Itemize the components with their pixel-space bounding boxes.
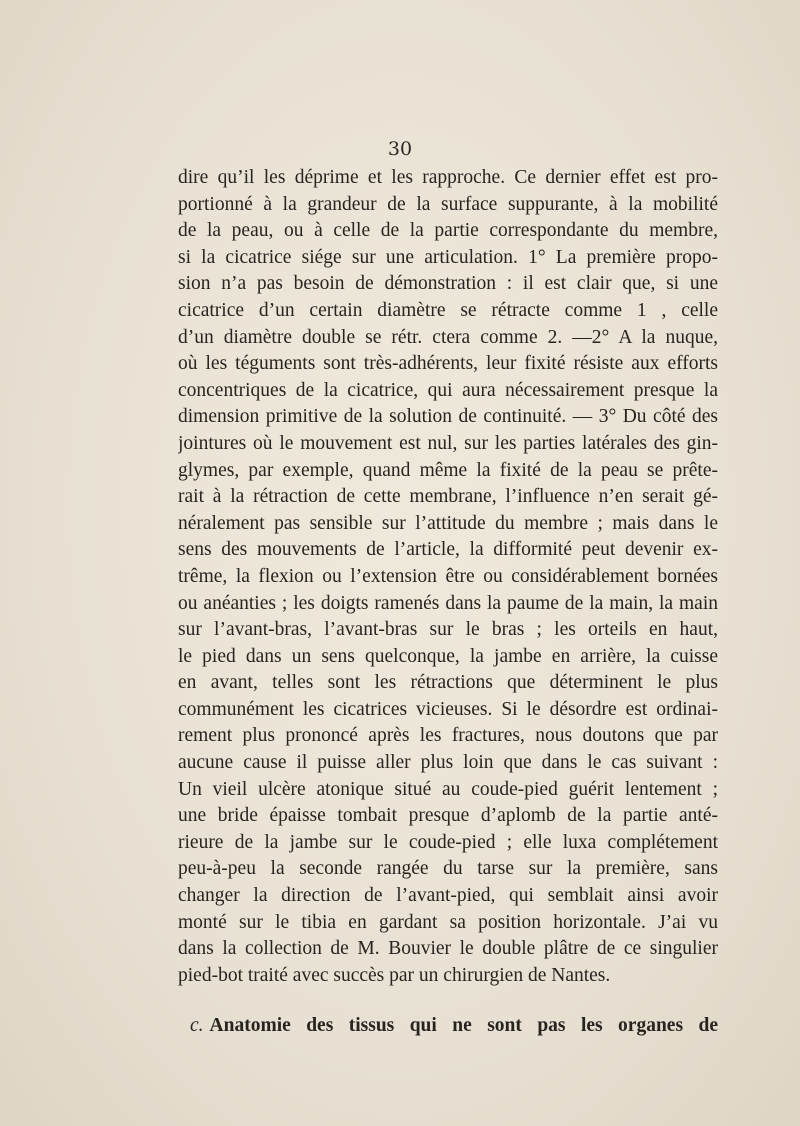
text-line: Un vieil ulcère atonique situé au coude-pied guérit lentement ; <box>178 778 718 800</box>
text-line: rait à la rétraction de cette membrane, l’influence n’en serait gé- <box>178 486 718 508</box>
text-line: rieure de la jambe sur le coude-pied ; elle luxa complétement <box>178 831 718 853</box>
section-letter: c. <box>190 1015 204 1036</box>
text-line: dire qu’il les déprime et les rapproche. Ce dernier effet est pro- <box>178 167 718 188</box>
text-line: trême, la flexion ou l’extension être ou considérablement bornées <box>178 565 718 587</box>
text-line: portionné à la grandeur de la surface suppurante, à la mobilité <box>178 193 718 215</box>
text-line: communément les cicatrices vicieuses. Si le désordre est ordinai- <box>178 698 718 720</box>
section-heading <box>190 1013 718 1039</box>
text-line: si la cicatrice siége sur une articulation. 1° La première propo- <box>178 246 718 268</box>
text-line: dimension primitive de la solution de continuité. — 3° Du côté des <box>178 406 718 428</box>
body-paragraph <box>178 165 718 989</box>
text-line: sion n’a pas besoin de démonstration : il est clair que, si une <box>178 273 718 295</box>
text-line: concentriques de la cicatrice, qui aura nécessairement presque la <box>178 379 718 401</box>
text-line: en avant, telles sont les rétractions que déterminent le plus <box>178 672 718 694</box>
text-line: monté sur le tibia en gardant sa position horizontale. J’ai vu <box>178 911 718 933</box>
text-line: sens des mouvements de l’article, la difformité peut devenir ex- <box>178 539 718 561</box>
text-line: rement plus prononcé après les fractures, nous doutons que par <box>178 725 718 747</box>
text-line: de la peau, ou à celle de la partie correspondante du membre, <box>178 220 718 242</box>
page-number: 30 <box>387 138 413 160</box>
text-line: néralement pas sensible sur l’attitude du membre ; mais dans le <box>178 512 718 534</box>
text-line: aucune cause il puisse aller plus loin que dans le cas suivant : <box>178 752 718 774</box>
text-line: glymes, par exemple, quand même la fixité de la peau se prête- <box>178 459 718 481</box>
text-line: où les téguments sont très-adhérents, leur fixité résiste aux efforts <box>178 353 718 375</box>
text-line: ou anéanties ; les doigts ramenés dans la paume de la main, la main <box>178 592 718 614</box>
text-line: peu-à-peu la seconde rangée du tarse sur la première, sans <box>178 858 718 880</box>
text-line: jointures où le mouvement est nul, sur les parties latérales des gin- <box>178 432 718 454</box>
text-line: dans la collection de M. Bouvier le double plâtre de ce singulier <box>178 938 718 960</box>
text-line: cicatrice d’un certain diamètre se rétracte comme 1 , celle <box>178 299 718 321</box>
text-line: changer la direction de l’avant-pied, qui semblait ainsi avoir <box>178 885 718 907</box>
text-line: le pied dans un sens quelconque, la jambe en arrière, la cuisse <box>178 645 718 667</box>
text-line: d’un diamètre double se rétr. ctera comme 2. —2° A la nuque, <box>178 326 718 348</box>
text-line: sur l’avant-bras, l’avant-bras sur le bras ; les orteils en haut, <box>178 619 718 641</box>
section-heading-text: Anatomie des tissus qui ne sont pas les organes de <box>209 1015 718 1036</box>
text-line: une bride épaisse tombait presque d’aplomb de la partie anté- <box>178 805 718 827</box>
text-line: pied-bot traité avec succès par un chirurgien de Nantes. <box>178 964 611 986</box>
